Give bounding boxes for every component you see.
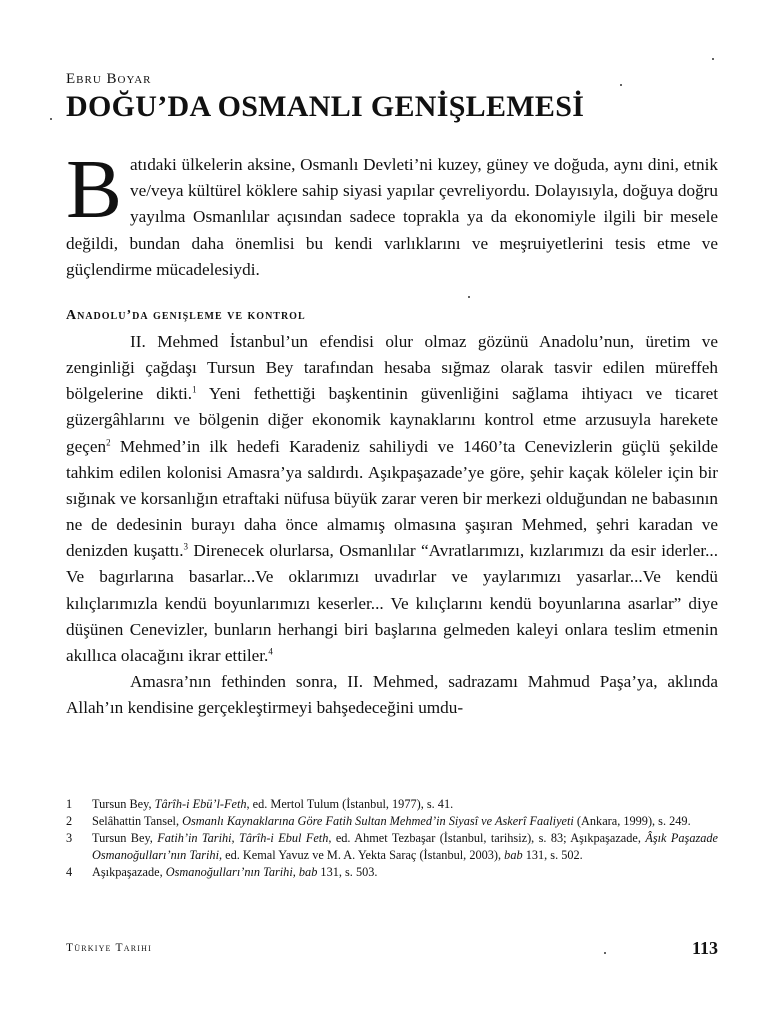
footnote-text: Aşıkpaşazade, Osmanoğulları’nın Tarihi, bab 131, s. 503. (92, 865, 378, 879)
footnote-number: 2 (66, 814, 73, 828)
drop-cap: B (66, 143, 123, 236)
page-number: 113 (691, 938, 718, 958)
page-footer (66, 938, 718, 962)
footnote-text: Tursun Bey, Târîh-i Ebü’l-Feth, ed. Mertol Tulum (İstanbul, 1977), s. 41. (92, 797, 454, 811)
intro-paragraph (66, 143, 718, 283)
scan-speck (50, 118, 52, 120)
scan-speck (620, 84, 622, 86)
section-heading: Anadolu’da genişleme ve kontrol (66, 308, 306, 324)
paragraph-text: Mehmed’in ilk hedefi Karadeniz sahiliydi ve 1460’ta Cenevizlerin güçlü şekilde tahkim edilen kolonisi Amasra’ya saldırdı. Aşıkpaşazade’ye göre, şehir kaçak köleler için bir sığınak ve korsanlığın etraftaki nüfusa büyük zarar veren bir merkezi olduğundan ne babasının ne de dedesinin burayı daha önce almamış olmasına şaşıran Mehmed, şehri karadan ve denizden kuşattı. (66, 436, 718, 561)
paragraph-text: II. Mehmed İstanbul’un efendisi olur olmaz gözünü Anadolu’nun, üretim ve zenginliği çağdaşı Tursun Bey tarafından hesaba sığmaz olarak tasvir edilen müreffeh bölgelerine dikti. (66, 332, 718, 404)
footnote-number: 4 (66, 865, 73, 879)
chapter-title: DOĞU’DA OSMANLI GENİŞLEMESİ (66, 90, 585, 123)
footnote-number: 3 (66, 831, 73, 845)
body-paragraph-1 (66, 329, 718, 669)
paragraph-text: Yeni fethettiği başkentinin güvenliğini sağlama ihtiyacı ve ticaret güzergâhlarını ve bölgenin diğer ekonomik kaynaklarını kontrol etme arzusuyla harekete geçen (66, 384, 718, 456)
footnote-ref[interactable]: 2 (106, 436, 111, 447)
footnote-ref[interactable]: 4 (268, 646, 273, 657)
footnotes (66, 796, 718, 881)
scan-speck (468, 296, 470, 298)
scan-speck (712, 58, 714, 60)
footnote-item (66, 864, 718, 881)
scan-speck (604, 952, 606, 954)
footnote-item (66, 830, 718, 864)
paragraph-text: Direnecek olurlarsa, Osmanlılar “Avratlarımızı, kızlarımızı da esir iderler... Ve bagırlarına basarlar...Ve oklarımızı uvadırlar ve yaylarımızı yasarlar...Ve kendü kılıçlarımızla kendü boyunlarımızı keserler... Ve kılıçlarını kendü boyunlarına asarlar” diye düşünen Cenevizler, bunların herhangi biri başlarına gelmeden kaleyi onlara teslim etmenin akıllıca olacağını ikrar ettiler. (66, 541, 718, 665)
footnote-text: Selâhattin Tansel, Osmanlı Kaynaklarına Göre Fatih Sultan Mehmed’in Siyasî ve Askerî Faaliyeti (Ankara, 1999), s. 249. (92, 814, 691, 828)
footnote-number: 1 (66, 797, 73, 811)
author-name: Ebru Boyar (66, 71, 152, 87)
intro-text: atıdaki ülkelerin aksine, Osmanlı Devleti’ni kuzey, güney ve doğuda, aynı dini, etnik ve/veya kültürel köklere sahip siyasi yapılar çevreliyordu. Dolayısıyla, doğuya doğru yayılma Osmanlılar açısından sadece toprakla ya da ekonomiyle ilgili bir mesele değildi, bundan daha önemlisi bu kendi varlıklarını ve meşruiyetlerini tesis etme ve güçlendirme mücadelesiydi. (66, 155, 718, 279)
footnote-ref[interactable]: 1 (192, 384, 197, 395)
footnote-text: Tursun Bey, Fatih’in Tarihi, Târîh-i Ebul Feth, ed. Ahmet Tezbaşar (İstanbul, tarihsiz), s. 83; Aşıkpaşazade, Âşık Paşazade Osmanoğulları’nın Tarihi, ed. Kemal Yavuz ve M. A. Yekta Saraç (İstanbul, 2003), bab 131, s. 502. (92, 831, 719, 862)
body-paragraph-2: Amasra’nın fethinden sonra, II. Mehmed, sadrazamı Mahmud Paşa’ya, aklında Allah’ın kendisine gerçekleştirmeyi bahşedeceğini umdu- (66, 672, 718, 718)
running-footer: Türkiye Tarihi (66, 942, 152, 954)
footnote-item (66, 796, 718, 813)
footnote-ref[interactable]: 3 (183, 541, 189, 552)
page-body (66, 70, 718, 721)
footnote-item (66, 813, 718, 830)
